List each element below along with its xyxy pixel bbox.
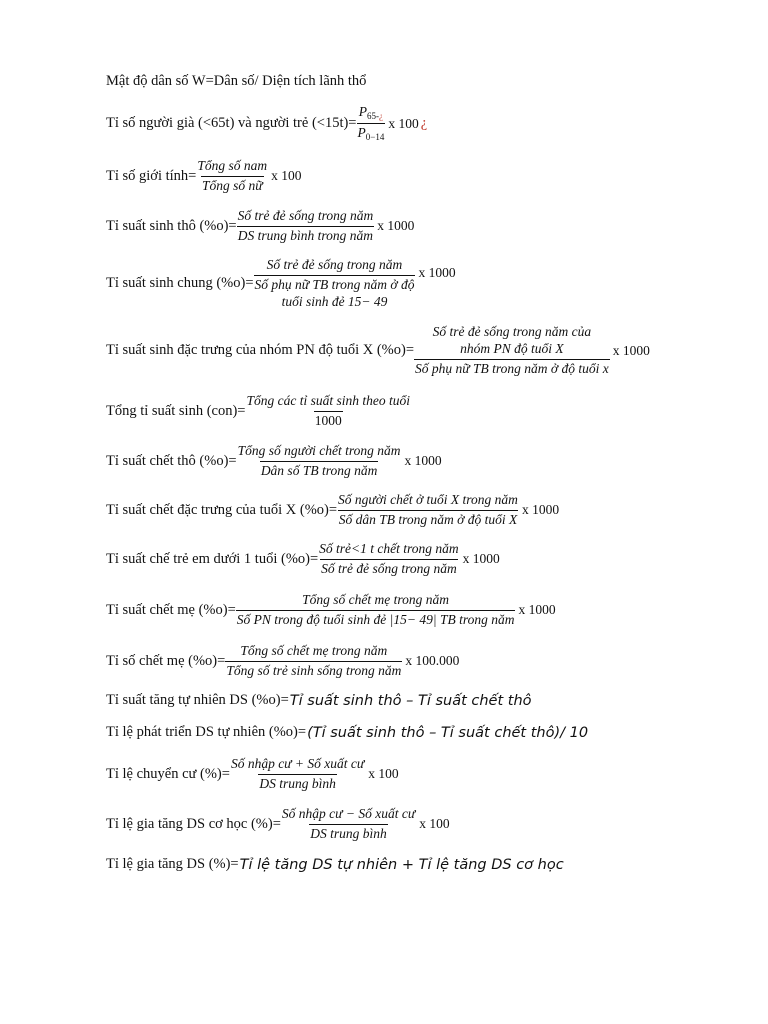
formula-crude-death-rate xyxy=(106,443,442,480)
formula-label: Mật độ dân số W=Dân số/ Diện tích lãnh thổ xyxy=(106,73,367,89)
fraction-denominator xyxy=(357,123,386,143)
formula-label: Tỉ suất chết mẹ (%o)= xyxy=(106,601,236,618)
denominator-line-2: tuổi sinh đẻ 15− 49 xyxy=(281,293,388,309)
formula-label: Tỉ suất chết đặc trưng của tuổi X (%o)= xyxy=(106,501,338,518)
formula-label: Tỉ lệ gia tăng DS (%)= xyxy=(106,856,239,872)
formula-expression: Tỉ lệ tăng DS tự nhiên + Tỉ lệ tăng DS cơ học xyxy=(239,856,564,873)
multiplier: x 100 xyxy=(388,115,419,131)
fraction-numerator xyxy=(358,104,384,123)
fraction-numerator: Số trẻ đẻ sống trong năm xyxy=(266,257,403,272)
multiplier: x 1000 xyxy=(521,502,560,518)
formula-label: Tỉ suất sinh chung (%o)= xyxy=(106,275,254,292)
fraction-denominator: DS trung bình xyxy=(259,775,336,791)
formula-label: Tỉ số người già (<65t) và người trẻ (<15t)= xyxy=(106,115,357,132)
fraction xyxy=(414,324,610,378)
formula-population-growth-rate xyxy=(106,856,564,873)
formula-age-specific-fertility-rate xyxy=(106,324,650,378)
formula-natural-growth-rate xyxy=(106,724,588,741)
numerator-subscript xyxy=(367,111,383,121)
subscript-text: 65- xyxy=(367,111,380,121)
fraction xyxy=(230,756,365,793)
formula-label: Tỉ suất tăng tự nhiên DS (%o)= xyxy=(106,692,289,708)
fraction-numerator xyxy=(432,324,593,359)
numerator-line-2: nhóm PN độ tuổi X xyxy=(460,340,564,356)
formula-expression: Tỉ suất sinh thô – Tỉ suất chết thô xyxy=(289,692,532,709)
fraction-denominator: Số PN trong độ tuổi sinh đẻ |15− 49| TB trong năm xyxy=(236,611,515,627)
fraction xyxy=(337,492,519,529)
fraction-numerator: Tổng các tỉ suất sinh theo tuổi xyxy=(246,393,410,408)
formula-label: Tỉ suất chết thô (%o)= xyxy=(106,452,237,469)
fraction-denominator: DS trung bình trong năm xyxy=(237,227,374,243)
denominator-subscript: 0−14 xyxy=(365,132,385,143)
fraction-denominator: Tổng số trẻ sinh sống trong năm xyxy=(226,662,402,678)
fraction xyxy=(357,104,386,144)
formula-expression: (Tỉ suất sinh thô – Tỉ suất chết thô)/ 10 xyxy=(307,724,589,741)
fraction xyxy=(237,208,375,245)
fraction-numerator: Tổng số chết mẹ trong năm xyxy=(302,592,450,607)
fraction-denominator: Số phụ nữ TB trong năm ở độ tuổi x xyxy=(415,360,609,376)
multiplier: x 1000 xyxy=(418,265,456,280)
fraction xyxy=(245,393,411,430)
formula-age-specific-death-rate xyxy=(106,492,559,529)
fraction-denominator xyxy=(254,275,416,311)
multiplier: x 1000 xyxy=(612,342,650,358)
fraction-denominator: Số dân TB trong năm ở độ tuổi X xyxy=(338,511,518,527)
fraction-numerator: Tổng số nam xyxy=(197,158,268,173)
formula-label: Tỉ lệ chuyển cư (%)= xyxy=(106,765,230,782)
formula-infant-mortality-rate xyxy=(106,541,500,578)
formula-label: Tổng tỉ suất sinh (con)= xyxy=(106,402,246,419)
formula-label: Tỉ lệ phát triển DS tự nhiên (%o)= xyxy=(106,724,307,740)
numerator-line-1: Số trẻ đẻ sống trong năm của xyxy=(432,324,592,339)
formula-net-migration-growth-rate xyxy=(106,806,450,843)
fraction-numerator: Tổng số chết mẹ trong năm xyxy=(240,643,388,658)
multiplier: x 1000 xyxy=(377,218,415,234)
formula-old-young-ratio xyxy=(106,104,427,144)
multiplier: x 100 xyxy=(271,168,302,184)
fraction-denominator: 1000 xyxy=(314,412,342,428)
fraction-numerator: Số người chết ở tuổi X trong năm xyxy=(338,492,518,507)
formula-label: Tỉ suất sinh đặc trưng của nhóm PN độ tuổi X (%o)= xyxy=(106,342,415,359)
formula-maternal-mortality-ratio xyxy=(106,643,459,680)
multiplier: x 1000 xyxy=(462,551,500,567)
fraction-numerator: Tổng số người chết trong năm xyxy=(237,443,401,458)
formula-label: Tỉ suất sinh thô (%o)= xyxy=(106,217,237,234)
multiplier: x 1000 xyxy=(404,453,442,469)
formula-crude-birth-rate xyxy=(106,208,414,245)
formula-migration-rate xyxy=(106,756,399,793)
multiplier: x 100 xyxy=(368,766,399,782)
multiplier: x 1000 xyxy=(518,602,556,618)
fraction xyxy=(281,806,416,843)
fraction-numerator: Số trẻ<1 t chết trong năm xyxy=(319,541,459,556)
formula-label: Tỉ số chết mẹ (%o)= xyxy=(106,652,226,669)
formula-total-fertility-rate xyxy=(106,393,411,430)
denominator-symbol: P xyxy=(357,125,366,141)
fraction xyxy=(318,541,459,578)
multiplier: x 100 xyxy=(419,816,450,832)
formula-label: Tỉ suất chế trẻ em dưới 1 tuổi (%o)= xyxy=(106,550,319,567)
fraction xyxy=(196,158,268,195)
fraction-denominator: Tổng số nữ xyxy=(201,177,263,193)
formula-label: Tỉ số giới tính= xyxy=(106,167,197,184)
fraction-numerator: Số trẻ đẻ sống trong năm xyxy=(237,208,374,223)
denominator-line-1: Số phụ nữ TB trong năm ở độ xyxy=(254,276,415,292)
fraction-denominator: DS trung bình xyxy=(310,825,387,841)
formula-population-density xyxy=(106,73,366,90)
fraction xyxy=(236,592,516,629)
formula-sex-ratio xyxy=(106,158,302,195)
numerator-symbol: P xyxy=(358,104,368,119)
formula-general-fertility-rate xyxy=(106,257,456,311)
fraction xyxy=(254,257,416,311)
fraction-numerator: Số nhập cư + Số xuất cư xyxy=(230,756,365,771)
multiplier: x 100.000 xyxy=(405,653,460,669)
formula-label: Tỉ lệ gia tăng DS cơ học (%)= xyxy=(106,815,281,832)
formula-maternal-mortality-rate xyxy=(106,592,556,629)
fraction-denominator: Dân số TB trong năm xyxy=(260,462,378,478)
render-glitch-mark: ¿ xyxy=(420,115,428,132)
fraction-numerator: Số nhập cư − Số xuất cư xyxy=(281,806,416,821)
fraction-denominator: Số trẻ đẻ sống trong năm xyxy=(321,560,457,576)
fraction xyxy=(237,443,402,480)
render-glitch-mark: ¿ xyxy=(379,111,384,121)
fraction xyxy=(225,643,402,680)
formula-natural-increase-rate xyxy=(106,692,532,709)
